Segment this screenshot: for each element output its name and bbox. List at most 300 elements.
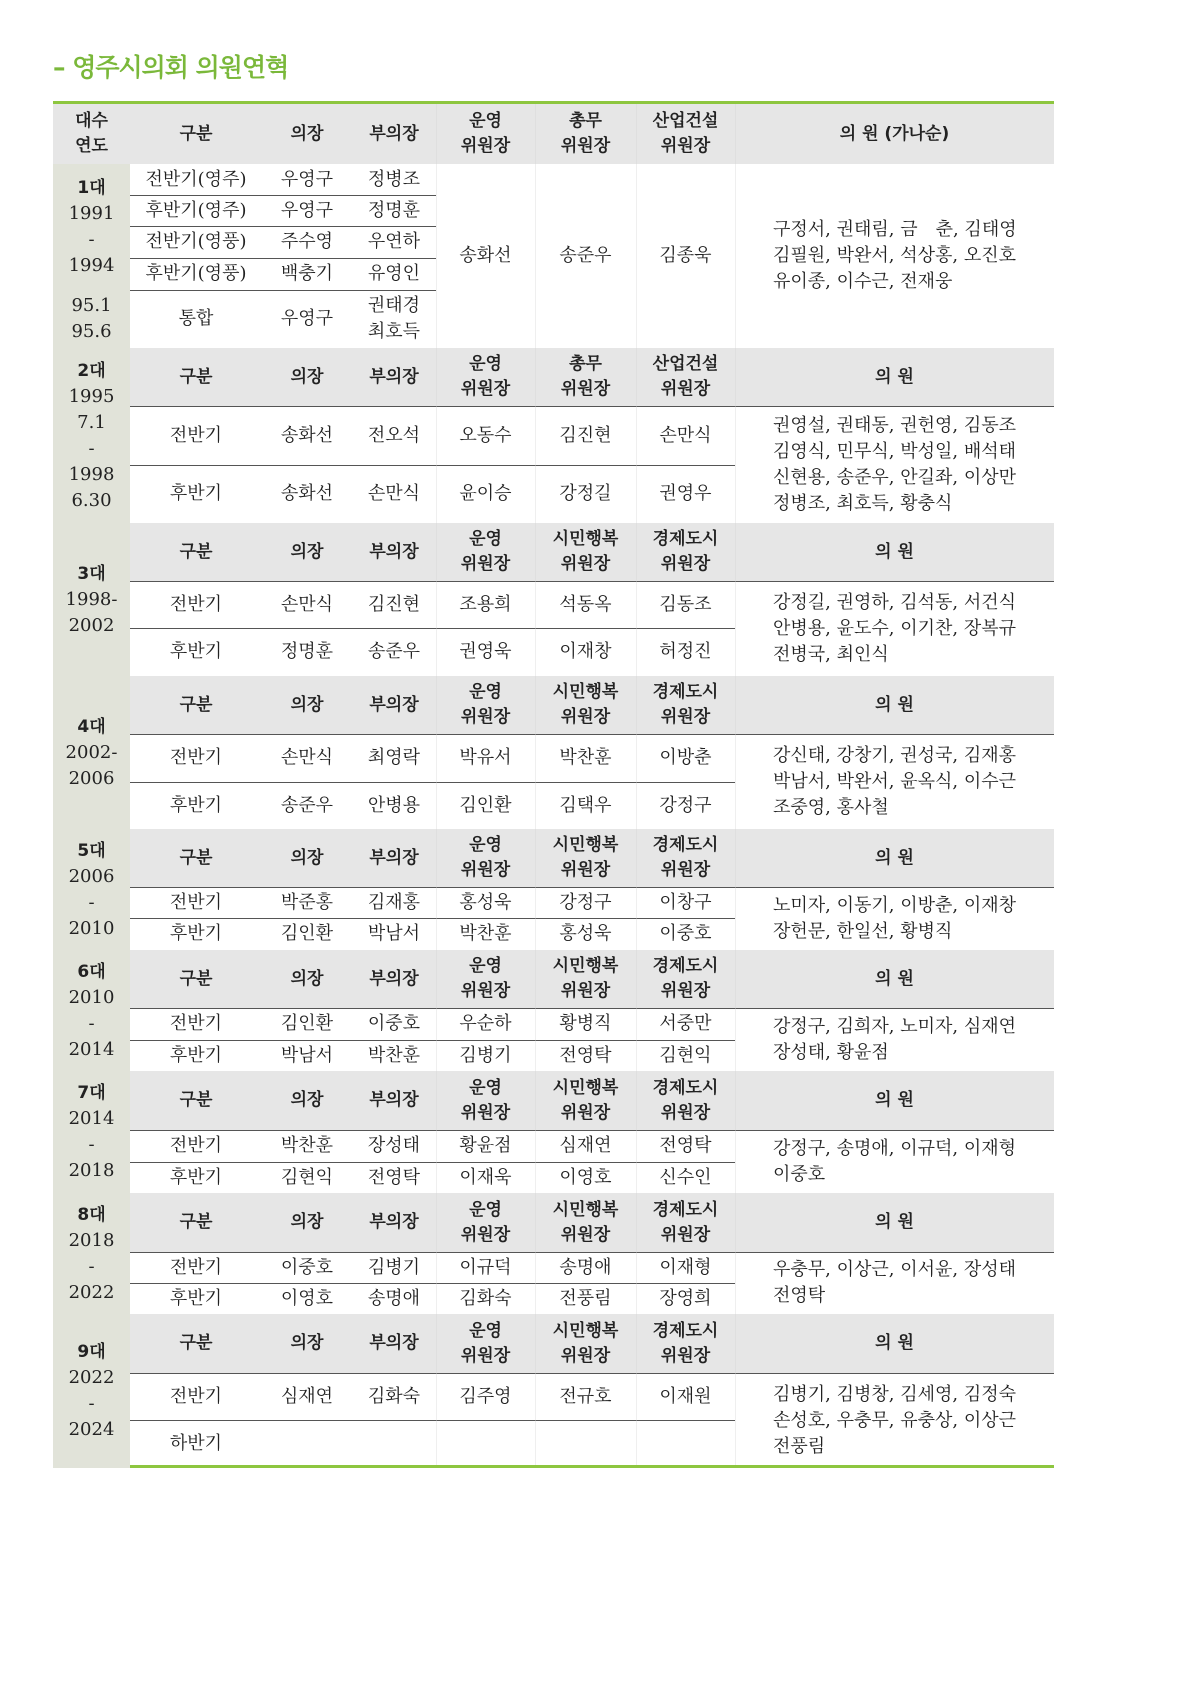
header-committee2 [535, 104, 636, 164]
header-committee3 [636, 950, 735, 1008]
era-year-cell [53, 1071, 130, 1193]
division-cell-text: 전반기 [169, 1385, 223, 1407]
text-line: 위원장 [660, 1224, 711, 1245]
members-cell-text [773, 413, 1016, 517]
members-cell [735, 1130, 1054, 1193]
header-committee2-text [553, 527, 619, 577]
chair-cell [262, 782, 352, 829]
vice-chair-cell-text: 손만식 [367, 483, 421, 504]
text-line: 장성태, 황윤점 [773, 1041, 889, 1063]
header-vice-chair [352, 1071, 436, 1130]
chair-cell-text: 박남서 [280, 1044, 334, 1066]
chair-cell [262, 734, 352, 782]
committee1-cell [436, 1252, 535, 1283]
committee1-cell [436, 465, 535, 523]
committee1-cell [436, 1373, 535, 1420]
text-line: 시민행복 [552, 682, 619, 702]
header-committee1-text [461, 833, 510, 883]
text-line: 시민행복 [552, 1199, 619, 1220]
vice-chair-cell [352, 628, 436, 676]
header-members [735, 1314, 1054, 1373]
committee1-cell-text: 이재욱 [459, 1166, 512, 1188]
header-division [130, 523, 262, 581]
header-committee1-text [461, 352, 510, 402]
division-cell-text: 전반기 [169, 424, 223, 446]
text-line: 연도 [75, 136, 108, 156]
header-chair-text: 의장 [290, 1212, 324, 1232]
header-committee1 [436, 829, 535, 887]
division-cell [130, 782, 262, 829]
header-committee2 [535, 1193, 636, 1252]
header-committee1-text [461, 1319, 510, 1369]
row-divider [130, 918, 735, 919]
members-cell [735, 1008, 1054, 1071]
year-line: - [88, 1012, 95, 1034]
text-line: 운영 [469, 1077, 502, 1098]
row-divider [130, 465, 735, 466]
text-line: 손성호, 우충무, 유충상, 이상근 [773, 1409, 1016, 1431]
division-cell-text: 통합 [178, 308, 214, 329]
committee2-cell [535, 1130, 636, 1162]
header-vice-chair [352, 1193, 436, 1252]
committee2-cell [535, 164, 636, 348]
committee1-cell [436, 406, 535, 465]
text-line: 경제도시 [652, 529, 719, 549]
header-chair [262, 104, 352, 164]
committee3-cell [636, 734, 735, 782]
members-cell [735, 1373, 1054, 1468]
header-chair-text: 의장 [290, 694, 324, 715]
header-committee3-text [653, 109, 719, 159]
committee3-cell-text: 전영탁 [659, 1135, 712, 1156]
text-line: 운영 [469, 956, 502, 976]
committee2-cell [535, 918, 636, 950]
committee2-cell [535, 406, 636, 465]
vice-chair-cell [352, 581, 436, 628]
text-line: 노미자, 이동기, 이방춘, 이재창 [773, 894, 1016, 916]
text-line: 위원장 [560, 860, 611, 880]
division-cell [130, 1162, 262, 1193]
committee2-cell [535, 1162, 636, 1193]
text-line: 위원장 [460, 860, 511, 880]
header-committee2 [535, 348, 636, 406]
year-line: - [88, 1134, 95, 1155]
text-line: 위원장 [660, 379, 711, 399]
text-line: 김필원, 박완서, 석상홍, 오진호 [773, 245, 1016, 266]
header-vice-chair [352, 523, 436, 581]
committee3-cell [636, 1373, 735, 1420]
header-vice-chair-text: 부의장 [369, 1212, 419, 1232]
chair-cell [262, 406, 352, 465]
vice-chair-cell-text: 유영인 [367, 263, 421, 284]
division-cell-text: 후반기(영풍) [145, 263, 247, 284]
division-cell-text: 후반기 [169, 641, 223, 662]
vice-chair-cell [352, 164, 436, 195]
committee3-cell-text: 신수인 [659, 1166, 712, 1188]
header-era-year-text [75, 109, 108, 159]
committee1-cell [436, 887, 535, 918]
header-members [735, 676, 1054, 734]
merged-years-cell-text [71, 293, 111, 345]
year-line: 2018 [68, 1160, 115, 1181]
chair-cell-text: 김인환 [280, 1013, 334, 1034]
committee3-cell [636, 628, 735, 676]
text-line: 정병조, 최호득, 황충식 [773, 492, 953, 514]
text-line: 위원장 [660, 136, 711, 156]
header-committee1 [436, 523, 535, 581]
vice-chair-cell-text: 송준우 [367, 641, 421, 662]
header-vice-chair-text: 부의장 [369, 847, 419, 868]
era-label: 3대 [77, 563, 106, 584]
committee2-cell [535, 1283, 636, 1314]
header-committee2-text [553, 954, 619, 1004]
text-line: 박남서, 박완서, 윤옥식, 이수근 [773, 770, 1016, 792]
text-line: 전풍림 [773, 1435, 826, 1457]
year-line: 1998- [65, 588, 118, 610]
text-line: 운영 [469, 1320, 502, 1341]
header-committee2-text [561, 352, 610, 402]
chair-cell-text: 우영구 [280, 199, 334, 221]
header-committee2-text [561, 109, 610, 159]
vice-chair-cell-text: 김재홍 [367, 891, 421, 913]
committee2-cell-text: 송준우 [559, 245, 612, 266]
header-members-text: 의 원 [875, 847, 914, 868]
division-cell-text: 후반기 [169, 1044, 223, 1066]
header-division-text: 구분 [179, 1333, 213, 1353]
text-line: 강정구, 김희자, 노미자, 심재연 [773, 1015, 1016, 1037]
header-committee1 [436, 104, 535, 164]
members-cell [735, 1252, 1054, 1314]
vice-chair-cell [352, 1130, 436, 1162]
chair-cell [262, 1040, 352, 1071]
division-cell-text: 전반기 [169, 747, 223, 768]
header-vice-chair-text: 부의장 [369, 1333, 419, 1353]
row-divider [130, 1040, 735, 1041]
text-line: 강신태, 강창기, 권성국, 김재홍 [773, 744, 1016, 766]
committee1-cell [436, 581, 535, 628]
chair-cell-text: 심재연 [280, 1385, 334, 1407]
council-history-table [53, 101, 1054, 1468]
chair-cell [262, 465, 352, 523]
chair-cell [262, 1373, 352, 1420]
header-committee1-text [461, 527, 510, 577]
committee1-cell [436, 1162, 535, 1193]
chair-cell-text: 김현익 [280, 1166, 334, 1188]
era-year-cell [53, 348, 130, 523]
vice-chair-cell [352, 1420, 436, 1468]
chair-cell [262, 1162, 352, 1193]
header-vice-chair [352, 348, 436, 406]
committee2-cell-text: 황병직 [559, 1013, 612, 1034]
header-division-text: 구분 [179, 968, 213, 989]
division-cell [130, 734, 262, 782]
committee2-cell-text: 강정구 [559, 891, 612, 913]
committee3-cell [636, 1130, 735, 1162]
text-line: 조중영, 홍사철 [773, 796, 889, 818]
year-line: 2018 [68, 1229, 115, 1251]
committee1-cell-text: 윤이승 [459, 483, 512, 504]
text-line: 위원장 [460, 1345, 511, 1366]
vice-chair-cell-text: 장성태 [367, 1135, 421, 1156]
header-members [735, 1071, 1054, 1130]
text-line: 위원장 [660, 860, 711, 880]
header-committee3-text [653, 1198, 719, 1248]
members-cell [735, 581, 1054, 676]
chair-cell-text: 송화선 [280, 483, 334, 504]
text-line: 위원장 [460, 136, 511, 156]
text-line: 위원장 [660, 554, 711, 574]
text-line: 위원장 [460, 379, 511, 399]
committee2-cell-text: 송명애 [559, 1256, 612, 1278]
header-members [735, 348, 1054, 406]
vice-chair-cell-text: 김진현 [367, 593, 421, 615]
chair-cell [262, 628, 352, 676]
text-line: 운영 [469, 682, 502, 702]
committee1-cell [436, 1008, 535, 1040]
vice-chair-cell [352, 782, 436, 829]
division-cell-text: 후반기 [169, 483, 223, 504]
committee3-cell [636, 1283, 735, 1314]
text-line: 위원장 [660, 1102, 711, 1123]
committee3-cell [636, 581, 735, 628]
text-line: 최호득 [367, 321, 421, 342]
chair-cell [262, 1283, 352, 1314]
committee3-cell-text: 허정진 [659, 641, 712, 662]
committee3-cell-text: 김동조 [659, 593, 712, 615]
year-line: 2022 [68, 1367, 115, 1388]
header-division-text: 구분 [179, 1212, 213, 1232]
chair-cell-text: 손만식 [280, 747, 334, 768]
header-division [130, 1193, 262, 1252]
era-label: 9대 [77, 1342, 106, 1362]
division-cell [130, 1283, 262, 1314]
chair-cell-text: 손만식 [280, 593, 334, 615]
committee1-cell [436, 1130, 535, 1162]
header-chair-text: 의장 [290, 847, 324, 868]
chair-cell-text: 백충기 [280, 263, 334, 284]
header-committee2 [535, 523, 636, 581]
header-committee3 [636, 1314, 735, 1373]
header-committee1-text [461, 954, 510, 1004]
members-cell-text [773, 590, 1016, 668]
text-line: 신현용, 송준우, 안길좌, 이상만 [773, 466, 1016, 488]
text-line: 위원장 [460, 707, 511, 727]
text-line: 안병용, 윤도수, 이기찬, 장복규 [773, 617, 1016, 639]
era-year-cell [53, 950, 130, 1071]
committee2-cell-text: 홍성욱 [559, 923, 612, 944]
division-cell [130, 887, 262, 918]
division-cell [130, 406, 262, 465]
committee1-cell [436, 782, 535, 829]
text-line: 우충무, 이상근, 이서윤, 장성태 [773, 1259, 1016, 1280]
chair-cell-text: 우영구 [280, 168, 334, 190]
text-line: 위원장 [560, 379, 611, 399]
year-line: 7.1 [77, 411, 106, 433]
year-line: 2022 [68, 1281, 115, 1303]
header-members [735, 523, 1054, 581]
division-cell [130, 1130, 262, 1162]
vice-chair-cell-text: 김병기 [367, 1256, 421, 1278]
vice-chair-cell-text: 안병용 [367, 794, 421, 816]
members-cell [735, 734, 1054, 829]
column-divider [535, 104, 536, 1465]
text-line: 대수 [75, 111, 108, 131]
header-division [130, 676, 262, 734]
header-vice-chair [352, 676, 436, 734]
chair-cell-text: 박찬훈 [280, 1135, 334, 1156]
committee3-cell [636, 1008, 735, 1040]
division-cell [130, 1252, 262, 1283]
header-division-text: 구분 [179, 123, 213, 144]
header-committee3 [636, 829, 735, 887]
header-committee3 [636, 1071, 735, 1130]
header-committee3 [636, 523, 735, 581]
text-line: 95.6 [71, 321, 112, 342]
committee2-cell [535, 1040, 636, 1071]
vice-chair-cell [352, 1283, 436, 1314]
chair-cell [262, 887, 352, 918]
header-committee3 [636, 1193, 735, 1252]
header-committee3 [636, 348, 735, 406]
header-committee1 [436, 950, 535, 1008]
header-division [130, 1314, 262, 1373]
text-line: 경제도시 [652, 1199, 719, 1220]
header-division [130, 104, 262, 164]
header-committee2 [535, 950, 636, 1008]
vice-chair-cell [352, 1252, 436, 1283]
text-line: 시민행복 [552, 1320, 619, 1341]
header-committee3 [636, 104, 735, 164]
header-members [735, 950, 1054, 1008]
header-vice-chair-text: 부의장 [369, 968, 419, 989]
text-line: 강정구, 송명애, 이규덕, 이재형 [773, 1137, 1016, 1159]
division-cell-text: 전반기(영풍) [145, 231, 247, 252]
text-line: 시민행복 [552, 835, 619, 855]
committee2-cell-text: 심재연 [559, 1135, 612, 1156]
chair-cell-text: 박준홍 [280, 891, 334, 913]
text-line: 경제도시 [652, 956, 719, 976]
committee3-cell [636, 164, 735, 348]
header-committee1 [436, 676, 535, 734]
era-label: 1대 [77, 178, 106, 198]
vice-chair-cell-text: 정명훈 [367, 199, 421, 221]
text-line: 위원장 [660, 981, 711, 1001]
header-era-year [53, 104, 130, 164]
members-cell [735, 406, 1054, 523]
header-division [130, 348, 262, 406]
members-cell-text [773, 893, 1016, 945]
division-cell-text: 전반기 [169, 1135, 223, 1156]
header-chair [262, 676, 352, 734]
committee2-cell [535, 1373, 636, 1420]
year-line: 2002- [65, 741, 118, 763]
header-members-text: 의 원 [875, 366, 914, 387]
members-cell-text [773, 1014, 1016, 1066]
header-division [130, 1071, 262, 1130]
merged-years-cell [53, 290, 130, 348]
era-label: 6대 [77, 961, 106, 982]
era-label: 4대 [77, 716, 106, 737]
committee2-cell [535, 1008, 636, 1040]
chair-cell [262, 1008, 352, 1040]
era-label: 5대 [77, 840, 106, 861]
vice-chair-cell [352, 290, 436, 348]
committee2-cell-text: 석동옥 [559, 593, 612, 615]
header-vice-chair-text: 부의장 [369, 694, 419, 715]
header-committee1-text [461, 680, 510, 730]
committee2-cell-text: 김진현 [559, 424, 612, 446]
header-committee1 [436, 1314, 535, 1373]
header-vice-chair [352, 950, 436, 1008]
text-line: 위원장 [560, 1224, 611, 1245]
vice-chair-cell [352, 258, 436, 290]
committee3-cell [636, 887, 735, 918]
committee1-cell [436, 164, 535, 348]
committee2-cell-text: 김택우 [559, 794, 612, 816]
text-line: 95.1 [71, 295, 112, 316]
text-line: 위원장 [560, 981, 611, 1001]
division-cell-text: 전반기 [169, 1013, 223, 1034]
header-committee1-text [461, 1076, 510, 1126]
text-line: 위원장 [560, 707, 611, 727]
members-cell-text [773, 1136, 1016, 1188]
vice-chair-cell [352, 195, 436, 226]
text-line: 위원장 [560, 1345, 611, 1366]
text-line: 총무 [569, 354, 602, 374]
committee1-cell-text: 김주영 [459, 1385, 512, 1407]
header-members-text: 의 원 [875, 541, 914, 562]
header-vice-chair-text: 부의장 [369, 123, 419, 144]
committee3-cell [636, 406, 735, 465]
vice-chair-cell-text: 박남서 [367, 923, 421, 944]
committee3-cell-text: 이방춘 [659, 747, 712, 768]
header-members-text: 의 원 [875, 1212, 914, 1232]
header-members [735, 104, 1054, 164]
row-divider [130, 782, 735, 783]
year-line: - [88, 1393, 95, 1414]
committee1-cell-text: 조용희 [459, 593, 512, 615]
committee3-cell-text: 권영우 [659, 483, 712, 504]
year-line: 2014 [68, 1038, 115, 1060]
chair-cell [262, 581, 352, 628]
header-members-text: 의 원 [875, 694, 914, 715]
text-line: 김병기, 김병창, 김세영, 김정숙 [773, 1383, 1016, 1405]
committee3-cell [636, 918, 735, 950]
header-vice-chair-text: 부의장 [369, 366, 419, 387]
committee2-cell-text: 강정길 [559, 483, 612, 504]
division-cell [130, 1373, 262, 1420]
committee3-cell-text: 손만식 [659, 424, 712, 446]
header-division-text: 구분 [179, 847, 213, 868]
text-line: 산업건설 [652, 111, 719, 131]
committee3-cell-text: 이재원 [659, 1385, 712, 1407]
chair-cell [262, 1420, 352, 1468]
header-chair [262, 523, 352, 581]
chair-cell [262, 1130, 352, 1162]
division-cell [130, 164, 262, 195]
header-vice-chair-text: 부의장 [369, 1090, 419, 1110]
committee2-cell [535, 581, 636, 628]
header-members-text: 의 원 [875, 968, 914, 989]
division-cell [130, 195, 262, 226]
division-cell-text: 후반기 [169, 1287, 223, 1309]
era-label: 7대 [77, 1083, 106, 1103]
committee2-cell [535, 887, 636, 918]
year-line: 1998 [68, 463, 115, 485]
members-cell-text [773, 743, 1016, 821]
header-committee3-text [653, 352, 719, 402]
text-line: 시민행복 [552, 529, 619, 549]
